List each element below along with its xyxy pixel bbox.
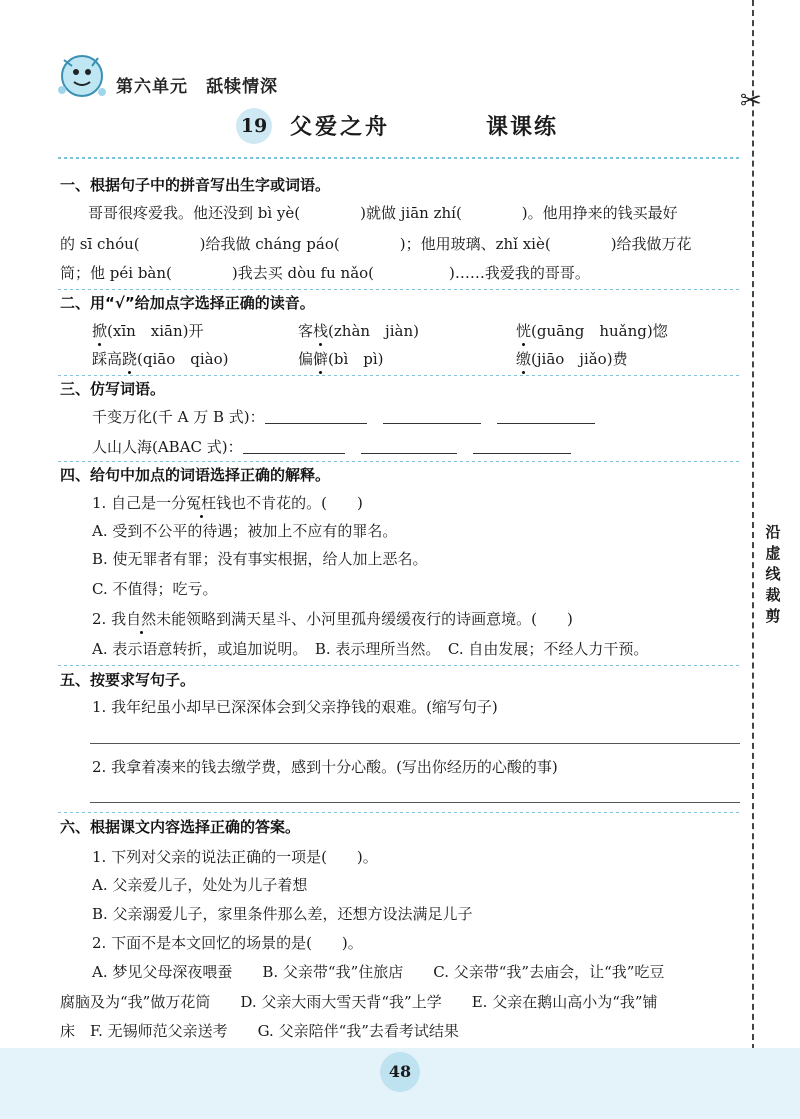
question: 1. 下列对父亲的说法正确的一项是( )。 [92,848,378,866]
cut-dashed-line [752,0,754,1050]
option: C. 不值得；吃亏。 [92,580,218,598]
option: 腐脑及为“我”做万花筒 D. 父亲大雨大雪天背“我”上学 E. 父亲在鹅山高小为“我”铺 [60,993,658,1011]
answer-blank[interactable] [497,409,595,424]
cut-note-char: 沿 [765,523,781,541]
dotted-word: 冤枉 [186,494,217,512]
section5-heading: 五、按要求写句子。 [60,671,196,689]
imitation-line: 千变万化(千 A 万 B 式)： [92,406,611,427]
option: A. 父亲爱儿子，处处为儿子着想 [92,876,308,894]
section4-heading: 四、给句中加点的词语选择正确的解释。 [60,466,331,484]
section1-line: 筒；他 péi bàn( )我去买 dòu fu nǎo( )……我爱我的哥哥。 [60,264,590,282]
section-divider [58,375,740,376]
answer-blank[interactable] [361,439,457,454]
unit-title: 第六单元 舐犊情深 [116,77,278,97]
option: A. 梦见父母深夜喂蚕 B. 父亲带“我”住旅店 C. 父亲带“我”去庙会，让“我”吃豆 [92,963,665,981]
option: 床 F. 无锡师范父亲送考 G. 父亲陪伴“我”去看考试结果 [60,1022,459,1040]
cut-note-char: 剪 [765,607,781,625]
pronunciation-item: 缴(jiāo jiǎo)费 [516,350,628,368]
answer-line[interactable] [90,743,740,744]
dotted-char: 栈 [313,322,329,340]
section2-heading: 二、用“√”给加点字选择正确的读音。 [60,294,315,312]
question: 1. 自己是一分冤枉钱也不肯花的。( ) [92,494,363,512]
answer-blank[interactable] [383,409,481,424]
cut-note-char: 裁 [765,586,781,604]
cut-note [756,522,790,627]
section-divider [58,665,740,666]
section1-heading: 一、根据句子中的拼音写出生字或词语。 [60,176,331,194]
question: 2. 我拿着凑来的钱去缴学费，感到十分心酸。(写出你经历的心酸的事) [92,758,558,776]
option: A. 受到不公平的待遇；被加上不应有的罪名。 [92,522,398,540]
lesson-tag: 课课练 [486,114,559,140]
pronunciation-item: 踩高跷(qiāo qiào) [92,350,229,368]
answer-blank[interactable] [473,439,571,454]
dotted-char: 缴 [516,350,532,368]
dotted-char: 跷 [122,350,138,368]
cut-note-char: 线 [765,565,781,583]
lesson-title: 父爱之舟 [290,114,391,140]
question: 2. 下面不是本文回忆的场景的是( )。 [92,934,363,952]
pronunciation-item: 掀(xīn xiān)开 [92,322,204,340]
section-divider [58,461,740,462]
section3-heading: 三、仿写词语。 [60,380,166,398]
question: 2. 我自然未能领略到满天星斗、小河里孤舟缓缓夜行的诗画意境。( ) [92,610,573,628]
dotted-char: 掀 [92,322,108,340]
section-divider [58,812,740,813]
section6-heading: 六、根据课文内容选择正确的答案。 [60,818,301,836]
imitation-line: 人山人海(ABAC 式)： [92,436,587,457]
scissors-icon: ✂ [740,86,762,116]
question: 1. 我年纪虽小却早已深深体会到父亲挣钱的艰难。(缩写句子) [92,698,498,716]
option: B. 父亲溺爱儿子，家里条件那么差，还想方设法满足儿子 [92,905,473,923]
pronunciation-item: 恍(guāng huǎng)惚 [516,322,668,340]
lesson-number-badge: 19 [236,108,272,144]
mascot-icon [52,46,110,104]
cut-note-char: 虚 [765,544,781,562]
pronunciation-item: 客栈(zhàn jiàn) [298,322,419,340]
section1-line: 的 sī chóu( )给我做 cháng páo( )；他用玻璃、zhǐ xiè( )给我做万花 [60,235,692,253]
dotted-char: 僻 [313,350,329,368]
dotted-word: 自然 [126,610,157,628]
dotted-char: 恍 [516,322,532,340]
answer-blank[interactable] [243,439,345,454]
pronunciation-item: 偏僻(bì pì) [298,350,384,368]
answer-blank[interactable] [265,409,367,424]
answer-line[interactable] [90,802,740,803]
section1-line: 哥哥很疼爱我。他还没到 bì yè( )就做 jiān zhí( )。他用挣来的钱买最好 [88,204,678,222]
option: B. 使无罪者有罪；没有事实根据，给人加上恶名。 [92,550,428,568]
title-divider [58,157,740,159]
section-divider [58,289,740,290]
page-number: 48 [380,1052,420,1092]
option: A. 表示语意转折，或追加说明。 B. 表示理所当然。 C. 自由发展；不经人力干预。 [92,640,649,658]
